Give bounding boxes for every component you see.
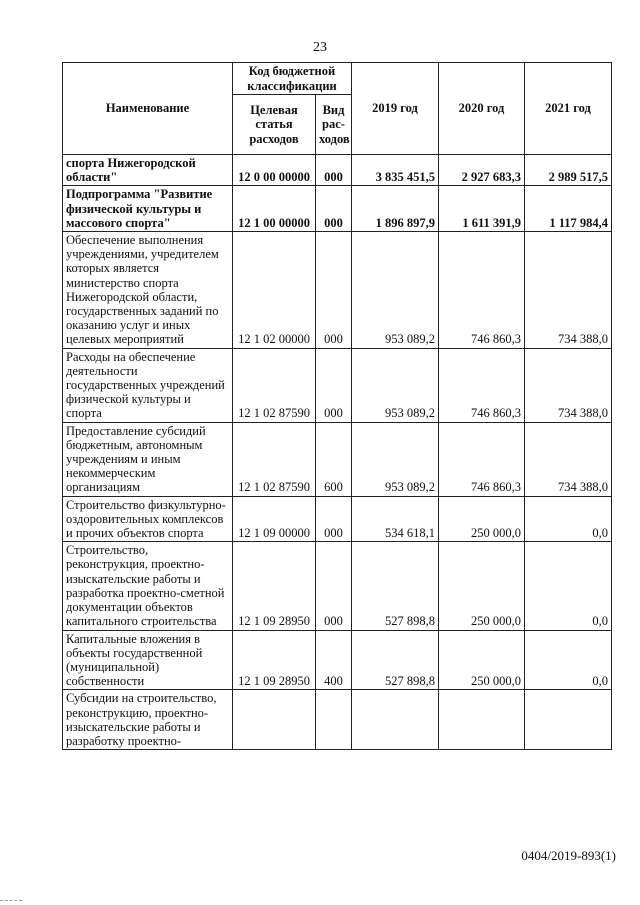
row-value-2021: 0,0 xyxy=(525,630,612,690)
header-name: Наименование xyxy=(63,63,233,155)
header-year-2021: 2021 год xyxy=(525,63,612,155)
row-value-2020 xyxy=(439,690,525,750)
row-target-article: 12 0 00 00000 xyxy=(233,155,316,186)
row-value-2019: 1 896 897,9 xyxy=(352,186,439,232)
row-name: Субсидии на строительство, реконструкцию, проектно-изыскательские работы и разработку проектно- xyxy=(63,690,233,750)
header-target-article: Целевая статья расходов xyxy=(233,95,316,155)
row-name: Подпрограмма "Развитие физической культуры и массового спорта" xyxy=(63,186,233,232)
row-expense-type: 400 xyxy=(316,630,352,690)
table-row xyxy=(63,186,612,232)
document-id: 0404/2019-893(1) xyxy=(521,848,616,863)
table-row xyxy=(63,155,612,186)
header-year-2019: 2019 год xyxy=(352,63,439,155)
row-target-article xyxy=(233,690,316,750)
row-expense-type: 000 xyxy=(316,348,352,422)
row-target-article: 12 1 02 87590 xyxy=(233,422,316,496)
table-row xyxy=(63,232,612,349)
row-value-2019: 527 898,8 xyxy=(352,630,439,690)
row-name: Расходы на обеспечение деятельности государственных учреждений физической культуры и спорта xyxy=(63,348,233,422)
row-value-2019 xyxy=(352,690,439,750)
row-expense-type: 000 xyxy=(316,155,352,186)
table-header xyxy=(63,63,612,155)
row-name: Предоставление субсидий бюджетным, автономным учреждениям и иным некоммерческим организациям xyxy=(63,422,233,496)
row-target-article: 12 1 09 28950 xyxy=(233,630,316,690)
row-target-article: 12 1 02 00000 xyxy=(233,232,316,349)
header-budget-code: Код бюджетной классификации xyxy=(233,63,352,95)
row-value-2019: 527 898,8 xyxy=(352,542,439,630)
table-body xyxy=(63,155,612,750)
row-value-2020: 250 000,0 xyxy=(439,542,525,630)
row-value-2020: 250 000,0 xyxy=(439,630,525,690)
header-year-2020: 2020 год xyxy=(439,63,525,155)
row-name: Строительство, реконструкция, проектно-изыскательские работы и разработка проектно-сметной документации объектов капитального строительства xyxy=(63,542,233,630)
row-value-2020: 250 000,0 xyxy=(439,496,525,542)
row-expense-type: 000 xyxy=(316,186,352,232)
row-name: Обеспечение выполнения учреждениями, учредителем которых является министерство спорта Нижегородской области, государственных заданий по оказанию услуг и иных целевых мероприятий xyxy=(63,232,233,349)
margin-mark xyxy=(0,900,22,901)
row-value-2020: 746 860,3 xyxy=(439,348,525,422)
row-expense-type: 000 xyxy=(316,496,352,542)
row-target-article: 12 1 00 00000 xyxy=(233,186,316,232)
row-value-2021 xyxy=(525,690,612,750)
row-value-2021: 734 388,0 xyxy=(525,232,612,349)
table-row xyxy=(63,348,612,422)
row-target-article: 12 1 09 00000 xyxy=(233,496,316,542)
row-expense-type xyxy=(316,690,352,750)
row-value-2019: 953 089,2 xyxy=(352,232,439,349)
table-row xyxy=(63,630,612,690)
row-value-2020: 1 611 391,9 xyxy=(439,186,525,232)
row-value-2019: 3 835 451,5 xyxy=(352,155,439,186)
row-value-2020: 746 860,3 xyxy=(439,422,525,496)
row-expense-type: 600 xyxy=(316,422,352,496)
row-name: спорта Нижегородской области" xyxy=(63,155,233,186)
table-row xyxy=(63,496,612,542)
row-value-2020: 746 860,3 xyxy=(439,232,525,349)
table-row xyxy=(63,542,612,630)
row-expense-type: 000 xyxy=(316,232,352,349)
table-row xyxy=(63,690,612,750)
table-row xyxy=(63,422,612,496)
row-value-2019: 953 089,2 xyxy=(352,422,439,496)
row-value-2021: 734 388,0 xyxy=(525,348,612,422)
row-expense-type: 000 xyxy=(316,542,352,630)
row-name: Капитальные вложения в объекты государственной (муниципальной) собственности xyxy=(63,630,233,690)
row-target-article: 12 1 02 87590 xyxy=(233,348,316,422)
row-value-2021: 2 989 517,5 xyxy=(525,155,612,186)
budget-table xyxy=(62,62,612,750)
row-value-2019: 534 618,1 xyxy=(352,496,439,542)
row-target-article: 12 1 09 28950 xyxy=(233,542,316,630)
row-value-2021: 734 388,0 xyxy=(525,422,612,496)
row-value-2020: 2 927 683,3 xyxy=(439,155,525,186)
row-name: Строительство физкультурно-оздоровительных комплексов и прочих объектов спорта xyxy=(63,496,233,542)
header-expense-type: Вид рас-ходов xyxy=(316,95,352,155)
row-value-2021: 0,0 xyxy=(525,542,612,630)
page-number: 23 xyxy=(313,40,327,55)
row-value-2021: 0,0 xyxy=(525,496,612,542)
row-value-2021: 1 117 984,4 xyxy=(525,186,612,232)
row-value-2019: 953 089,2 xyxy=(352,348,439,422)
